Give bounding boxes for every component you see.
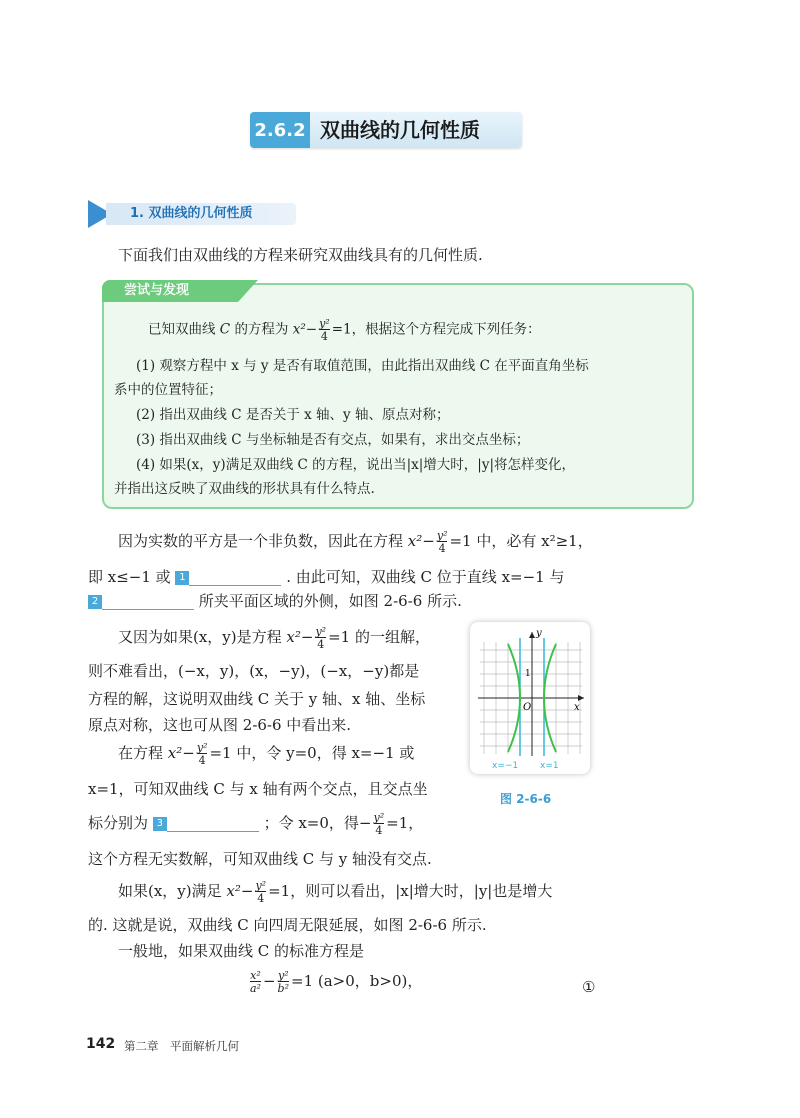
eq-minus: − <box>262 972 276 990</box>
figure-caption: 图 2-6-6 <box>500 792 552 806</box>
blank-2-number: 2 <box>88 595 102 609</box>
blank-1-number: 1 <box>175 571 189 585</box>
p2-line3: 方程的解，这说明双曲线 C 关于 y 轴、x 轴、坐标 <box>88 690 426 708</box>
blank-1-field[interactable] <box>189 571 281 586</box>
standard-equation <box>248 970 422 994</box>
p1-line2 <box>88 566 564 588</box>
p1-a: 因为实数的平方是一个非负数，因此在方程 <box>118 532 404 550</box>
p4-frac <box>255 880 266 904</box>
p1-x2: x²− <box>407 532 435 550</box>
p1-den: 4 <box>438 542 446 555</box>
eq-den2: b² <box>277 982 289 995</box>
given-frac <box>319 318 330 342</box>
chapter-title: 第二章 平面解析几何 <box>124 1039 239 1053</box>
page-number: 142 <box>86 1036 116 1052</box>
p3-d: 标分别为 <box>88 814 149 832</box>
p3-a: 在方程 <box>118 744 164 762</box>
eq-post: =1 (a>0，b>0)， <box>291 972 423 990</box>
p2-frac <box>315 626 326 650</box>
given-post: =1，根据这个方程完成下列任务： <box>331 321 541 338</box>
p3-f: =1， <box>386 814 424 832</box>
explore-label: 尝试与发现 <box>124 283 190 298</box>
p2-line2: 则不难看出，(−x，y)，(x，−y)，(−x，−y)都是 <box>88 662 420 680</box>
figure-card <box>470 622 590 774</box>
p1-frac <box>437 530 448 554</box>
p3-den: 4 <box>198 754 206 767</box>
eq-frac1 <box>250 970 261 994</box>
section-number: 2.6.2 <box>250 112 310 148</box>
p3-line3 <box>88 812 423 836</box>
p2-line4: 原点对称，这也可从图 2-6-6 中看出来. <box>88 716 352 734</box>
p5-line: 一般地，如果双曲线 C 的标准方程是 <box>118 942 365 960</box>
x-axis-label: x <box>574 702 580 713</box>
p2-num: y² <box>315 625 327 638</box>
p4-a: 如果(x，y)满足 <box>118 882 222 900</box>
p4-b: =1，则可以看出，|x|增大时，|y|也是增大 <box>268 882 553 900</box>
explore-task3: (3) 指出双曲线 C 与坐标轴是否有交点，如果有，求出交点坐标； <box>136 432 530 448</box>
x-axis-arrow-icon <box>578 695 584 701</box>
tick-1-label: 1 <box>525 669 531 679</box>
y-axis-label: y <box>536 628 542 639</box>
p3-frac <box>197 742 208 766</box>
p2-line1 <box>118 626 430 650</box>
eq-num1: x² <box>250 969 261 982</box>
p3-x2: x²− <box>167 744 195 762</box>
label-x-minus-1: x=−1 <box>492 761 519 771</box>
p1-d: . 由此可知，双曲线 C 位于直线 x=−1 与 <box>286 568 565 586</box>
eq-den1: a² <box>250 982 261 995</box>
explore-tab-tail <box>238 280 258 302</box>
given-mid: 的方程为 <box>234 321 289 338</box>
explore-task2: (2) 指出双曲线 C 是否关于 x 轴、y 轴、原点对称； <box>136 407 450 423</box>
explore-task4a: (4) 如果(x，y)满足双曲线 C 的方程，说出当|x|增大时，|y|将怎样变化， <box>136 457 576 473</box>
explore-task4b: 并指出这反映了双曲线的形状具有什么特点. <box>114 481 375 497</box>
p3-line2: x=1，可知双曲线 C 与 x 轴有两个交点，且交点坐 <box>88 780 428 798</box>
p3-num2: y² <box>373 811 385 824</box>
eq-frac2 <box>278 970 289 994</box>
y-axis-arrow-icon <box>529 632 535 638</box>
p4-den: 4 <box>257 892 265 905</box>
p3-e: ；令 x=0，得− <box>263 814 372 832</box>
p2-b: =1 的一组解， <box>328 628 430 646</box>
p2-den: 4 <box>317 638 325 651</box>
p3-num: y² <box>196 741 208 754</box>
given-num: y² <box>319 317 330 330</box>
given-den: 4 <box>320 330 328 343</box>
p3-b: =1 中，令 y=0，得 x=−1 或 <box>209 744 415 762</box>
p3-frac2 <box>374 812 385 836</box>
p3-line1 <box>118 742 414 766</box>
p1-e: 所夹平面区域的外侧，如图 2-6-6 所示. <box>198 592 462 610</box>
blank-3-number: 3 <box>153 817 167 831</box>
p2-a: 又因为如果(x，y)是方程 <box>118 628 282 646</box>
blank-3-field[interactable] <box>167 817 259 832</box>
given-x2: x²− <box>292 321 318 338</box>
given-pre: 已知双曲线 <box>148 321 216 338</box>
p1-line1 <box>118 530 593 554</box>
p1-b: =1 中，必有 x²≥1， <box>449 532 593 550</box>
blank-2-field[interactable] <box>102 595 194 610</box>
p4-line2: 的. 这就是说，双曲线 C 向四周无限延展，如图 2-6-6 所示. <box>88 916 487 934</box>
eq-num2: y² <box>277 969 289 982</box>
explore-task1a: (1) 观察方程中 x 与 y 是否有取值范围，由此指出双曲线 C 在平面直角坐标 <box>136 358 589 374</box>
p2-x2: x²− <box>286 628 314 646</box>
p3-line4: 这个方程无实数解，可知双曲线 C 与 y 轴没有交点. <box>88 850 432 868</box>
p3-den2: 4 <box>375 824 383 837</box>
p4-line1 <box>118 880 552 904</box>
equation-tag: ① <box>582 978 596 996</box>
p1-num: y² <box>436 529 448 542</box>
subsection-title: 1. 双曲线的几何性质 <box>130 206 253 221</box>
p1-c: 即 x≤−1 或 <box>88 568 171 586</box>
given-c: C <box>219 321 231 338</box>
intro-text: 下面我们由双曲线的方程来研究双曲线具有的几何性质. <box>118 246 483 264</box>
p1-line3 <box>88 590 462 612</box>
origin-label: O <box>523 702 532 713</box>
explore-given <box>148 318 541 342</box>
hyperbola-figure <box>470 622 590 774</box>
p4-num: y² <box>255 879 267 892</box>
section-title: 双曲线的几何性质 <box>320 118 480 142</box>
label-x-1: x=1 <box>540 761 559 771</box>
explore-task1b: 系中的位置特征； <box>114 382 222 398</box>
p4-x2: x²− <box>226 882 254 900</box>
